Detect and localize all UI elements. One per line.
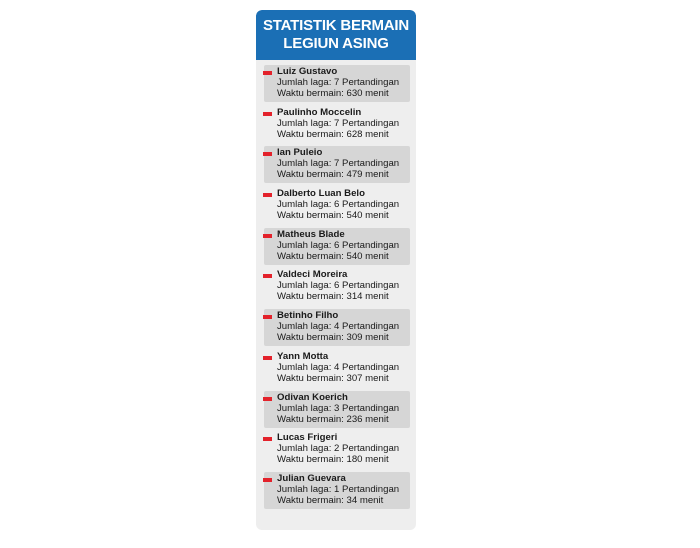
player-games: Jumlah laga: 7 Pertandingan [277,158,400,170]
player-name: Odivan Koerich [277,391,348,403]
bullet-marker-icon [263,478,272,482]
header-title-line2: LEGIUN ASING [283,35,389,52]
list-item [256,430,416,470]
player-games: Jumlah laga: 4 Pertandingan [277,361,400,373]
player-games: Jumlah laga: 6 Pertandingan [277,199,400,211]
player-minutes: Waktu bermain: 236 menit [277,413,389,425]
player-games: Jumlah laga: 1 Pertandingan [277,483,400,495]
list-item [256,145,416,185]
player-info [277,310,399,343]
player-games: Jumlah laga: 6 Pertandingan [277,280,400,292]
list-item [256,227,416,267]
player-info [277,147,399,180]
stats-card [256,10,416,530]
player-minutes: Waktu bermain: 479 menit [277,169,389,181]
player-info [277,188,399,221]
player-info [277,473,399,506]
bullet-marker-icon [263,193,272,197]
bullet-marker-icon [263,397,272,401]
bullet-marker-icon [263,437,272,441]
player-minutes: Waktu bermain: 630 menit [277,88,389,99]
player-minutes: Waktu bermain: 34 menit [277,494,384,506]
list-item [256,105,416,145]
player-name: Matheus Blade [277,228,345,240]
list-item [256,267,416,307]
player-name: Julian Guevara [277,472,346,484]
player-minutes: Waktu bermain: 540 menit [277,250,389,262]
player-minutes: Waktu bermain: 307 menit [277,372,389,384]
player-list [256,64,416,512]
player-games: Jumlah laga: 4 Pertandingan [277,321,400,333]
player-name: Lucas Frigeri [277,432,338,444]
bullet-marker-icon [263,356,272,360]
player-minutes: Waktu bermain: 540 menit [277,210,389,222]
player-info [277,351,399,384]
card-header [256,10,416,60]
list-item [256,64,416,104]
bullet-marker-icon [263,112,272,116]
bullet-marker-icon [263,71,272,75]
player-minutes: Waktu bermain: 628 menit [277,128,389,140]
bullet-marker-icon [263,152,272,156]
list-item [256,349,416,389]
player-info [277,107,399,140]
player-info [277,229,399,262]
player-games: Jumlah laga: 7 Pertandingan [277,77,400,88]
player-name: Betinho Filho [277,310,339,322]
player-name: Luiz Gustavo [277,66,338,77]
player-minutes: Waktu bermain: 314 menit [277,291,389,303]
list-item [256,471,416,511]
player-name: Paulinho Moccelin [277,106,362,118]
bullet-marker-icon [263,274,272,278]
list-item [256,308,416,348]
player-name: Yann Motta [277,350,329,362]
list-item [256,186,416,226]
player-games: Jumlah laga: 6 Pertandingan [277,239,400,251]
player-name: Valdeci Moreira [277,269,348,281]
player-games: Jumlah laga: 3 Pertandingan [277,402,400,414]
player-games: Jumlah laga: 7 Pertandingan [277,117,400,129]
player-info [277,66,399,99]
player-games: Jumlah laga: 2 Pertandingan [277,443,400,455]
player-info [277,432,399,465]
player-name: Ian Puleio [277,147,323,159]
bullet-marker-icon [263,315,272,319]
player-minutes: Waktu bermain: 309 menit [277,332,389,344]
bullet-marker-icon [263,234,272,238]
player-info [277,269,399,302]
header-title-line1: STATISTIK BERMAIN [262,17,410,34]
player-name: Dalberto Luan Belo [277,188,365,200]
player-minutes: Waktu bermain: 180 menit [277,454,389,466]
player-info [277,392,399,425]
list-item [256,390,416,430]
